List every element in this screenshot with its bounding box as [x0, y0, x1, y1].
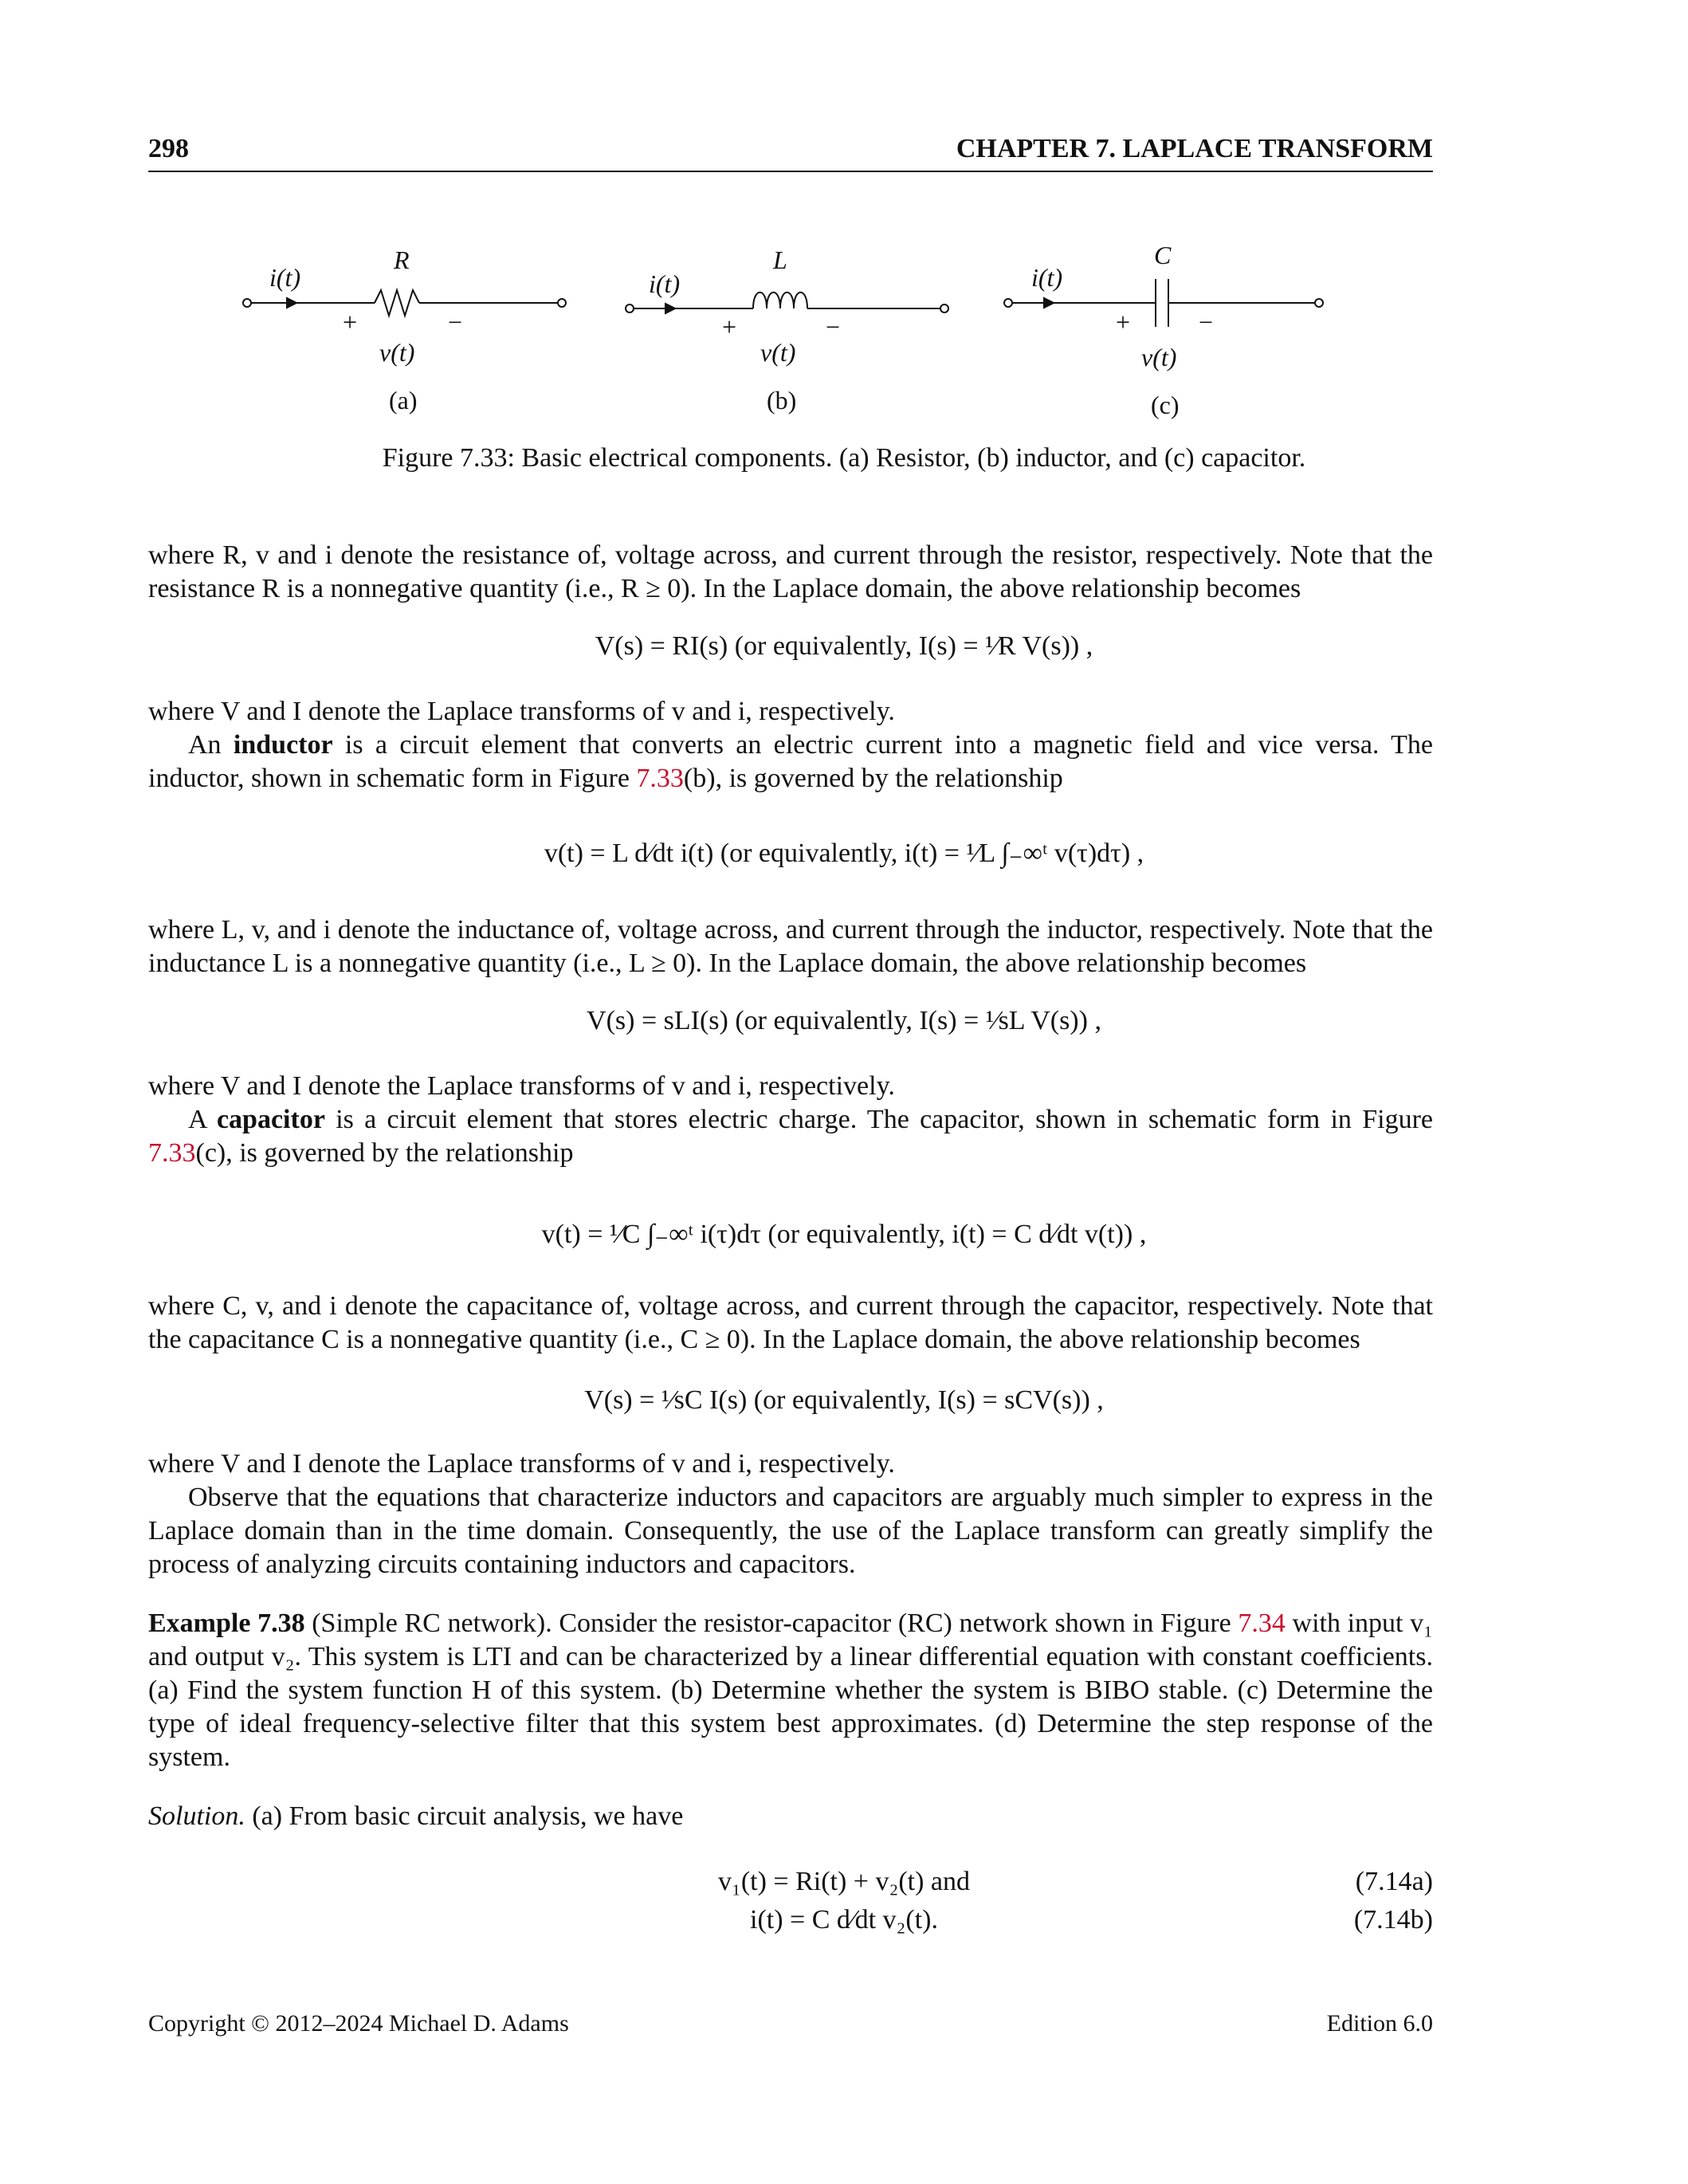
term-inductor: inductor [233, 730, 333, 760]
equation-capacitor-laplace: V(s) = ¹⁄sC I(s) (or equivalently, I(s) = sCV(s)) , [584, 1385, 1104, 1415]
capacitor-minus: − [1199, 308, 1214, 336]
equation-7-14b: i(t) = C d⁄dt v₂(t). [750, 1905, 938, 1935]
figure-caption: Figure 7.33: Basic electrical components. (a) Resistor, (b) inductor, and (c) capacitor. [382, 443, 1306, 473]
capacitor-plus: + [1116, 308, 1131, 336]
solution-label: Solution. [148, 1801, 245, 1831]
resistor-voltage-label: v(t) [379, 338, 415, 367]
example-paragraph: Example 7.38 (Simple RC network). Consider the resistor-capacitor (RC) network shown in Figure 7.34 with input v₁ and output v₂. This system is LTI and can be characterized by a linear differential equation with constant coefficients. (a) Find the system function H of this system. (b) Determine whether the system is BIBO stable. (c) Determine the type of ideal frequency-selective filter that this system best approximates. (d) Determine the step response of the system. [148, 1609, 1433, 1772]
paragraph-capacitor-laplace: where V and I denote the Laplace transforms of v and i, respectively. [148, 1449, 895, 1479]
inductor-tag: (b) [767, 386, 797, 414]
equation-number-7-14b: (7.14b) [1353, 1905, 1433, 1935]
paragraph-resistor-laplace: where V and I denote the Laplace transforms of v and i, respectively. [148, 697, 895, 726]
inductor-plus: + [722, 312, 737, 341]
paragraph-capacitor-desc: where C, v, and i denote the capacitance of, voltage across, and current through the capacitor, respectively. Note that the capacitance C is a nonnegative quantity (i.e., C ≥ 0). In the Laplace domain, the above relationship becomes [148, 1291, 1433, 1354]
inductor-voltage-label: v(t) [760, 338, 796, 367]
equation-number-7-14a: (7.14a) [1355, 1867, 1433, 1896]
paragraph-inductor-desc: where L, v, and i denote the inductance of, voltage across, and current through the inductor, respectively. Note that the inductance L is a nonnegative quantity (i.e., L ≥ 0). In the Laplace domain, the above relationship becomes [148, 915, 1433, 978]
equation-7-14a: v₁(t) = Ri(t) + v₂(t) and [717, 1867, 971, 1896]
inductor-current-label: i(t) [649, 269, 681, 298]
paragraph-inductor: An inductor is a circuit element that converts an electric current into a magnetic field and vice versa. The inductor, shown in schematic form in Figure 7.33(b), is governed by the relationship [148, 730, 1434, 793]
capacitor-tag: (c) [1151, 391, 1180, 419]
figure-ref-link[interactable]: 7.34 [1238, 1609, 1286, 1638]
capacitor-current-label: i(t) [1031, 263, 1063, 292]
paragraph-observation: Observe that the equations that characterize inductors and capacitors are arguably much simpler to express in the Laplace domain than in the time domain. Consequently, the use of the Laplace transform can greatly simplify the process of analyzing circuits containing inductors and capacitors. [148, 1483, 1433, 1579]
inductor-l-label: L [773, 246, 787, 274]
paragraph-inductor-laplace: where V and I denote the Laplace transforms of v and i, respectively. [148, 1071, 895, 1101]
resistor-current-label: i(t) [269, 263, 301, 292]
footer-copyright: Copyright © 2012–2024 Michael D. Adams [148, 2010, 569, 2037]
equation-inductor-laplace: V(s) = sLI(s) (or equivalently, I(s) = ¹⁄sL V(s)) , [587, 1006, 1101, 1035]
footer-edition: Edition 6.0 [1326, 2010, 1433, 2037]
resistor-r-label: R [394, 246, 410, 274]
paragraph-capacitor: A capacitor is a circuit element that stores electric charge. The capacitor, shown in schematic form in Figure 7.33(c), is governed by the relationship [148, 1105, 1433, 1168]
resistor-minus: − [448, 308, 463, 336]
header-rule [148, 171, 1433, 172]
equation-capacitor-time: v(t) = ¹⁄C ∫₋∞ᵗ i(τ)dτ (or equivalently, i(t) = C d⁄dt v(t)) , [541, 1220, 1147, 1249]
resistor-plus: + [343, 308, 358, 336]
inductor-minus: − [826, 312, 841, 341]
equation-inductor-time: v(t) = L d⁄dt i(t) (or equivalently, i(t) = ¹⁄L ∫₋∞ᵗ v(τ)dτ) , [544, 839, 1144, 868]
paragraph-resistor: where R, v and i denote the resistance of, voltage across, and current through the resistor, respectively. Note that the resistance R is a nonnegative quantity (i.e., R ≥ 0). In the Laplace domain, the above relationship becomes [148, 540, 1433, 603]
resistor-diagram [243, 290, 566, 316]
capacitor-voltage-label: v(t) [1141, 343, 1177, 371]
example-title: Example 7.38 [148, 1609, 305, 1638]
chapter-title: CHAPTER 7. LAPLACE TRANSFORM [956, 134, 1433, 163]
page-number: 298 [148, 134, 189, 163]
figure-ref-link[interactable]: 7.33 [148, 1138, 196, 1168]
figure-ref-link[interactable]: 7.33 [636, 764, 684, 793]
capacitor-c-label: C [1154, 241, 1172, 269]
resistor-tag: (a) [389, 386, 418, 414]
equation-resistor-laplace: V(s) = RI(s) (or equivalently, I(s) = ¹⁄R V(s)) , [595, 631, 1093, 661]
solution-paragraph: Solution. (a) From basic circuit analysis, we have [148, 1801, 684, 1831]
term-capacitor: capacitor [216, 1105, 325, 1134]
